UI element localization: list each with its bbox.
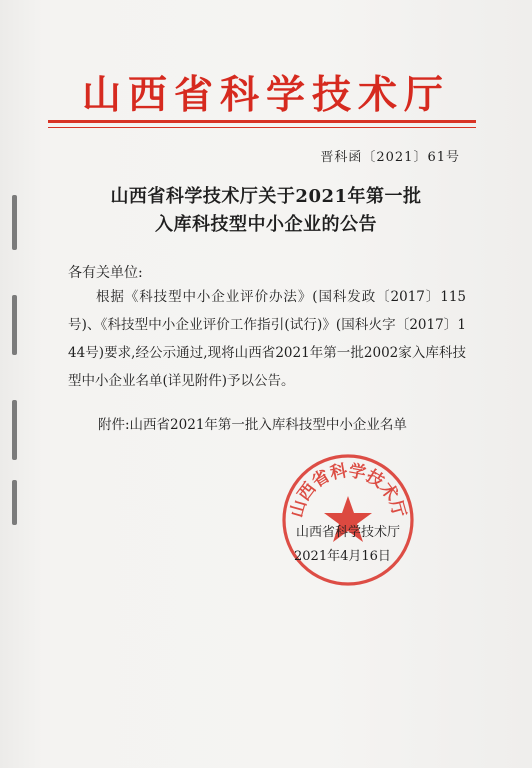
document-title-line2: 入库科技型中小企业的公告 — [155, 214, 377, 235]
body-paragraph: 根据《科技型中小企业评价办法》(国科发政〔2017〕115号)、《科技型中小企业评价工作指引(试行)》(国科火字〔2017〕144号)要求,经公示通过,现将山西省2021年第一批2002家入库科技型中小企业名单(详见附件)予以公告。 — [68, 289, 466, 389]
signature-issuer: 山西省科学技术厅 — [296, 525, 401, 540]
org-header-title: 山西省科学技术厅 — [81, 73, 450, 118]
document-title-line1: 山西省科学技术厅关于2021年第一批 — [110, 186, 422, 207]
signature-date: 2021年4月16日 — [294, 549, 391, 564]
binding-marks — [12, 195, 22, 525]
document-number: 晋科函〔2021〕61号 — [320, 150, 460, 165]
attachment-line: 附件:山西省2021年第一批入库科技型中小企业名单 — [98, 417, 407, 433]
official-seal — [280, 452, 416, 588]
header-rule-bottom — [48, 127, 476, 128]
header-rule-top — [48, 120, 476, 123]
seal-arc-text: 山西省科学技术厅 — [286, 461, 410, 520]
salutation: 各有关单位: — [68, 265, 143, 281]
